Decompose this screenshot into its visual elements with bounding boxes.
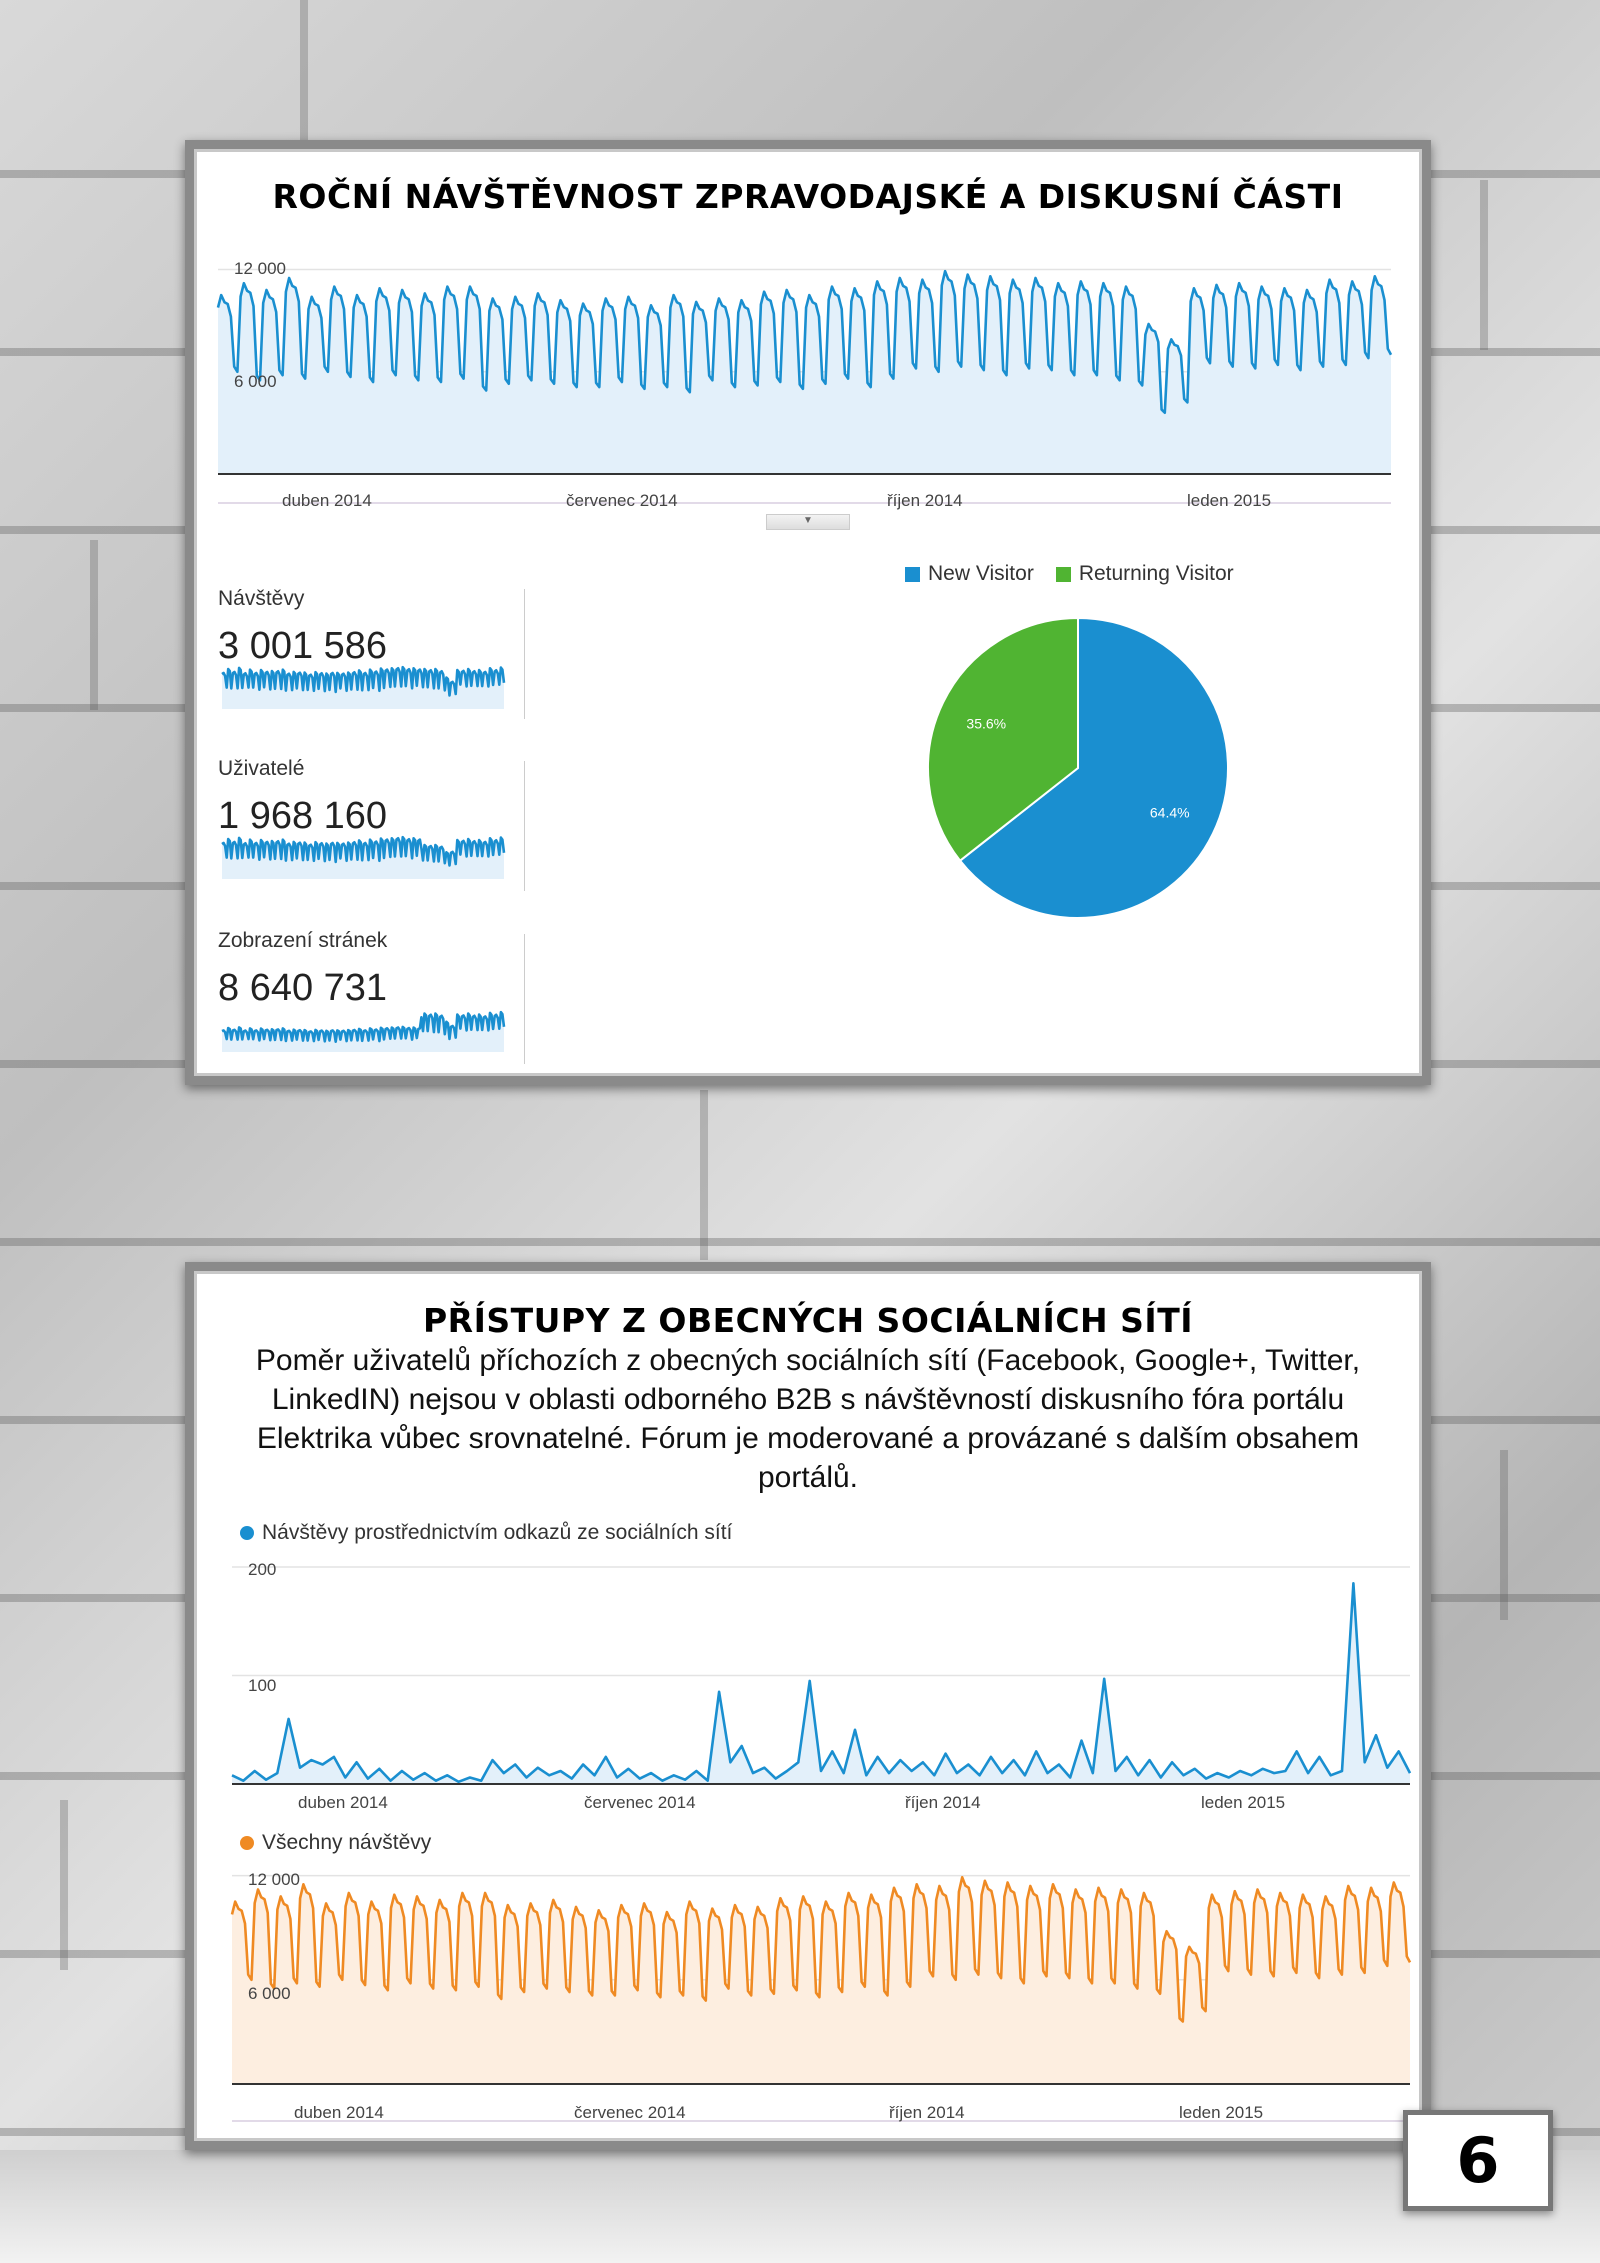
x-tick-label: červenec 2014 [566, 491, 678, 510]
metric-label: Zobrazení stránek [218, 929, 388, 952]
all-visits-legend [240, 1831, 431, 1855]
legend-dot [240, 1836, 254, 1850]
y-tick-label: 200 [248, 1560, 277, 1579]
x-tick-label: říjen 2014 [889, 2103, 965, 2122]
metric-label: Uživatelé [218, 757, 305, 780]
pie-slice-label: 35.6% [966, 715, 1007, 732]
annual-visits-panel [185, 140, 1431, 1085]
panel-description: Poměr uživatelů příchozích z obecných sociálních sítí (Facebook, Google+, Twitter, LinkedIN) nejsou v oblasti odborného B2B s návštěvností diskusního fóra portálu Elektrika vůbec srovnatelné. Fórum je moderované a provázané s dalším obsahem portálů. [255, 1344, 1361, 1494]
metric-sparklines [194, 149, 594, 1094]
social-visits-line [232, 1583, 1410, 1782]
x-tick-label: červenec 2014 [584, 1793, 696, 1812]
y-tick-label: 12 000 [248, 1870, 300, 1889]
panel-title: PŘÍSTUPY Z OBECNÝCH SOCIÁLNÍCH SÍTÍ [422, 1301, 1193, 1340]
x-tick-label: leden 2015 [1187, 491, 1272, 510]
metric-value: 3 001 586 [218, 625, 388, 667]
x-tick-label: duben 2014 [298, 1793, 388, 1812]
legend-label: Všechny návštěvy [262, 1831, 432, 1854]
y-tick-label: 12 000 [234, 259, 286, 278]
x-tick-label: červenec 2014 [574, 2103, 686, 2122]
legend-label-new: New Visitor [928, 562, 1034, 585]
legend-label: Návštěvy prostřednictvím odkazů ze sociálních sítí [262, 1521, 733, 1544]
page-number: 6 [1403, 2110, 1553, 2211]
x-tick-label: říjen 2014 [887, 491, 963, 510]
x-tick-label: leden 2015 [1201, 1793, 1286, 1812]
x-tick-label: duben 2014 [282, 491, 372, 510]
triangle-down-icon: ▼ [803, 515, 813, 526]
x-tick-label: duben 2014 [294, 2103, 384, 2122]
panel-title: ROČNÍ NÁVŠTĚVNOST ZPRAVODAJSKÉ A DISKUSNÍ ČÁSTI [272, 177, 1344, 216]
social-visits-chart [194, 1271, 1422, 2159]
metric-label: Návštěvy [218, 587, 305, 610]
social-visits-area [232, 1583, 1410, 1784]
social-panel [185, 1262, 1431, 2150]
floor-background [0, 2150, 1600, 2263]
y-tick-label: 6 000 [248, 1984, 291, 2003]
y-tick-label: 6 000 [234, 372, 277, 391]
metric-value: 1 968 160 [218, 795, 388, 837]
legend-label-returning: Returning Visitor [1078, 562, 1234, 585]
pie-slice-label: 64.4% [1149, 804, 1190, 821]
x-tick-label: leden 2015 [1179, 2103, 1264, 2122]
x-tick-label: říjen 2014 [905, 1793, 981, 1812]
metric-value: 8 640 731 [218, 967, 388, 1009]
y-tick-label: 100 [248, 1676, 277, 1695]
